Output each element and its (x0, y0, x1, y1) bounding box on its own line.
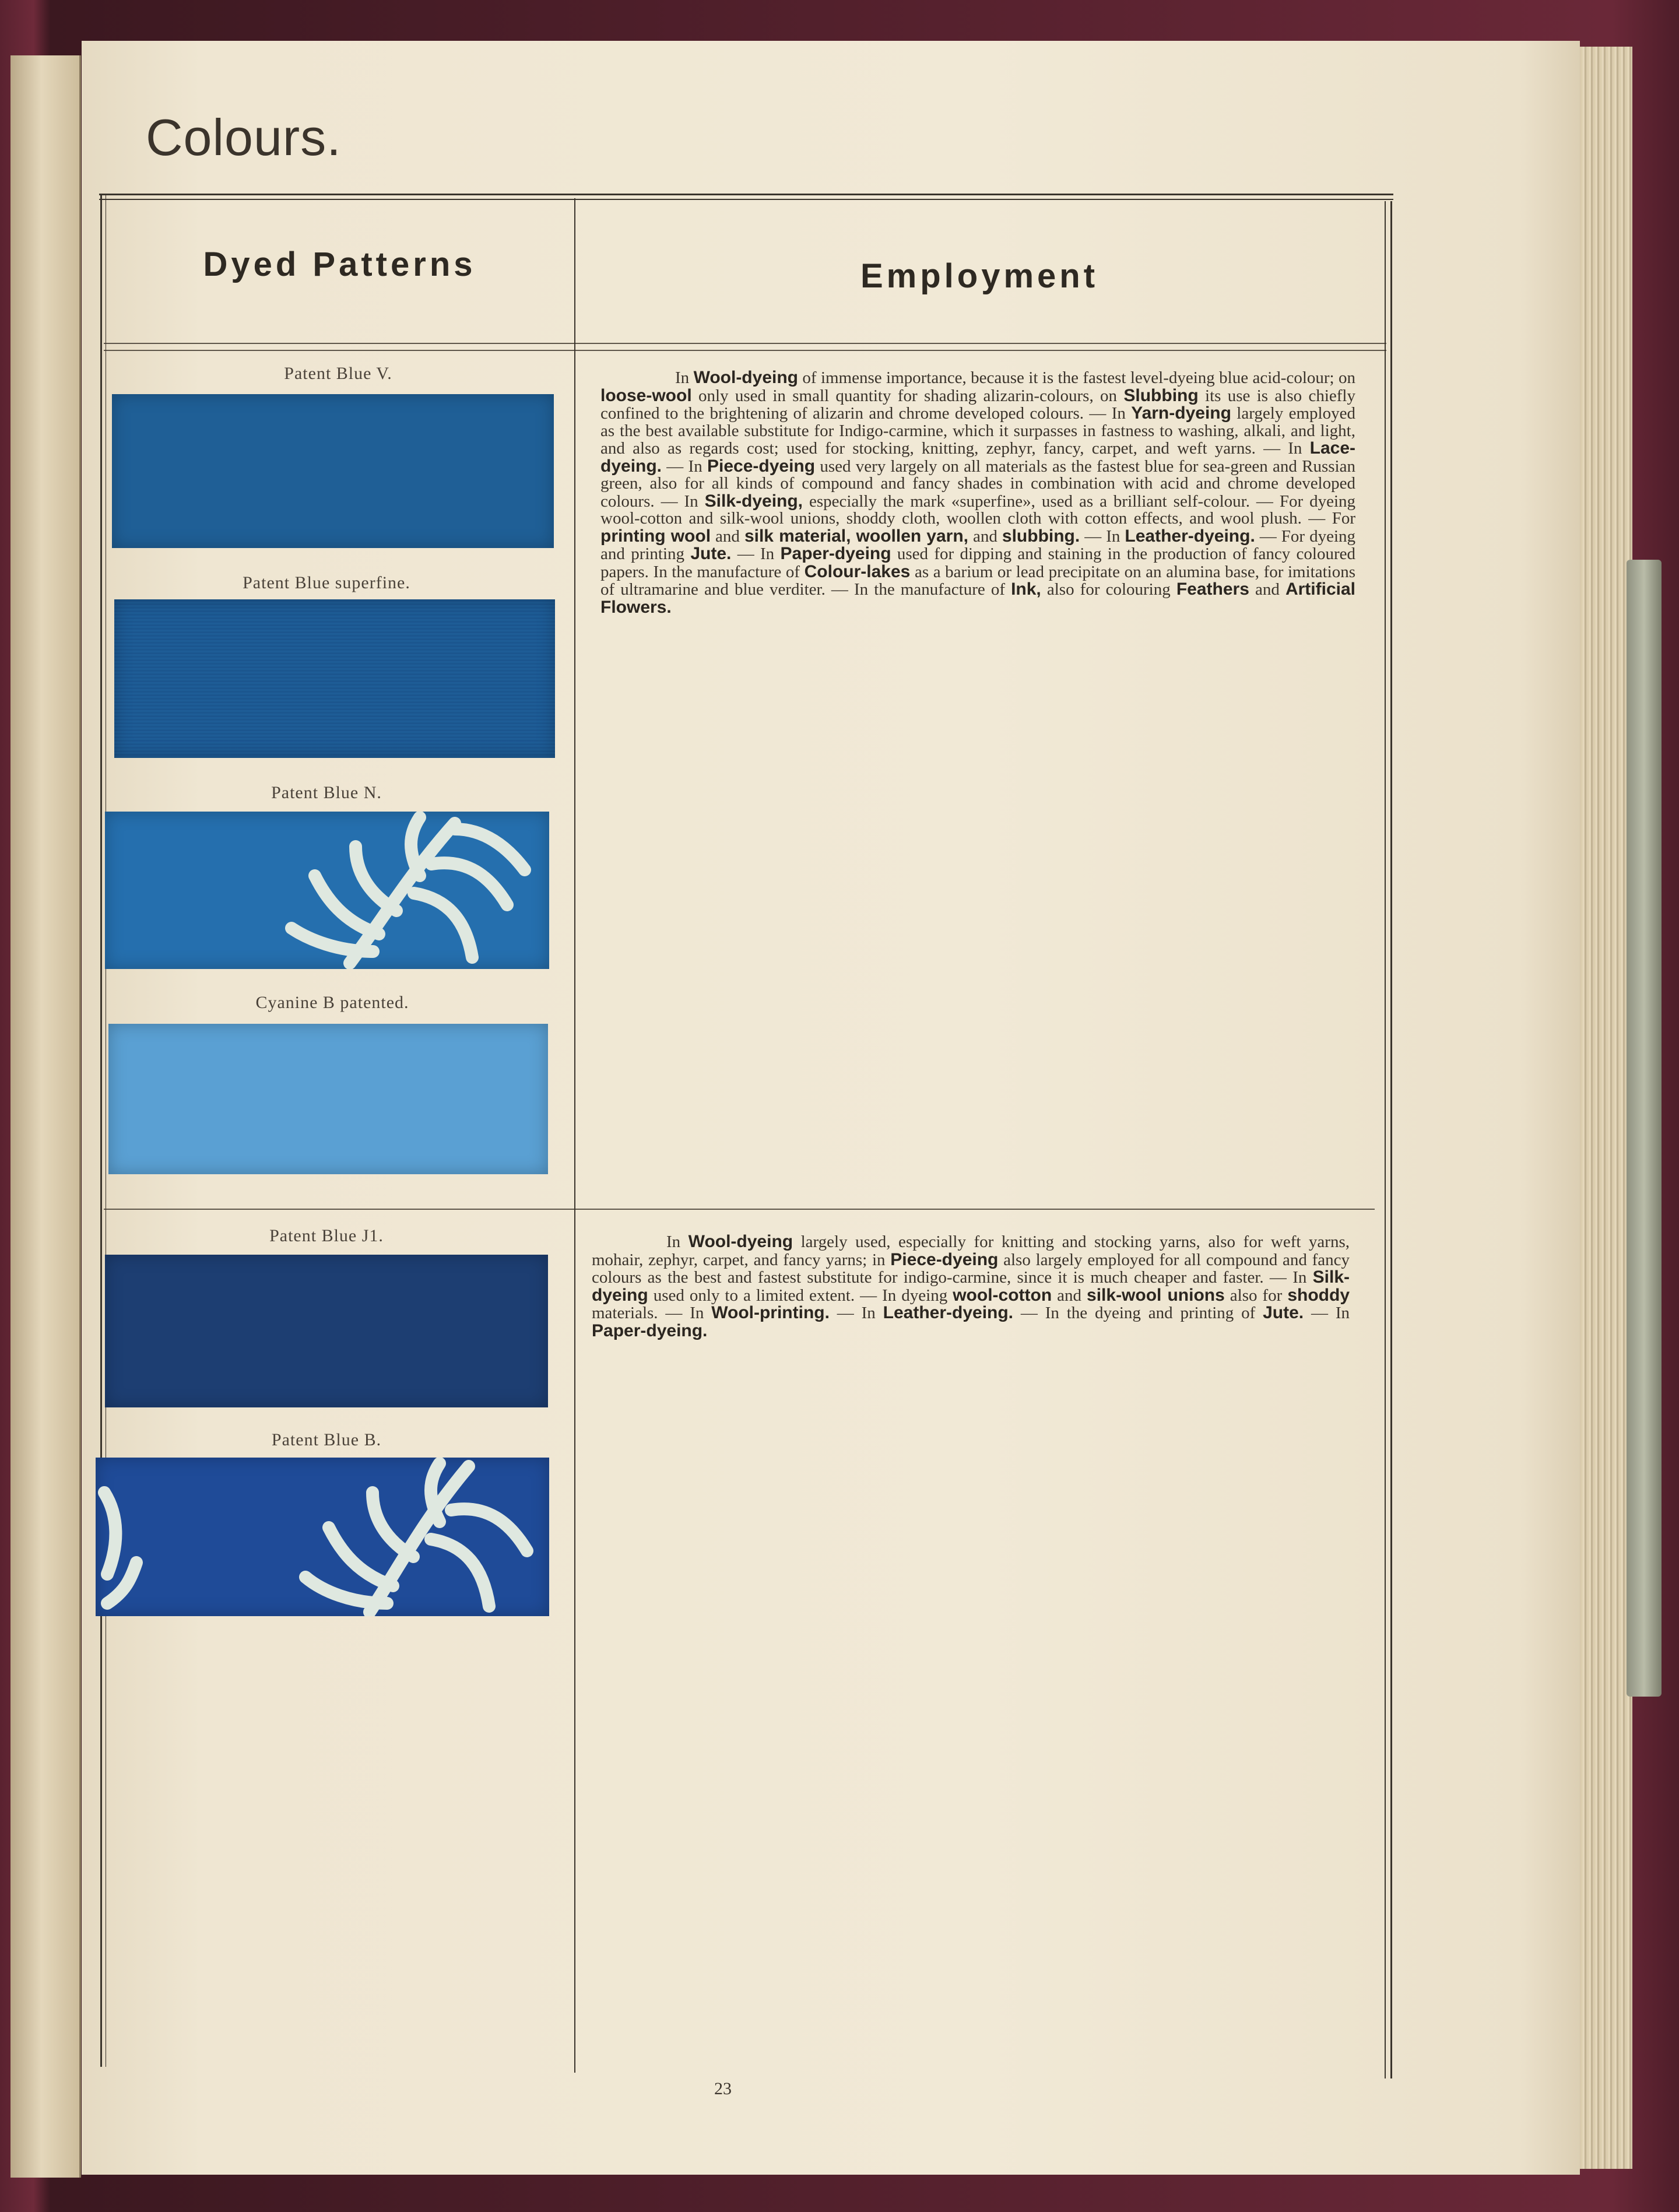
bold-term: shoddy (1287, 1285, 1350, 1305)
fabric-swatch-patent-blue-b (96, 1458, 549, 1616)
text-run: only used in small quantity for shading alizarin-colours, on (691, 386, 1124, 405)
fabric-swatch-patent-blue-n (105, 812, 549, 969)
bold-term: printing wool (600, 526, 711, 546)
text-run: also for colouring (1041, 580, 1176, 599)
text-run: In (666, 1233, 689, 1251)
page-number: 23 (714, 2079, 732, 2098)
left-page-edge (10, 55, 81, 2178)
binding-strip (1627, 560, 1662, 1697)
bold-term: wool-cotton (953, 1285, 1052, 1305)
bold-term: Wool-dyeing (688, 1232, 793, 1251)
text-run: — In (1080, 526, 1125, 546)
bold-term: Wool-printing. (711, 1303, 830, 1322)
bold-term: Yarn-dyeing (1131, 403, 1231, 423)
text-run: especially the mark «superfine», used as a brilliant self-colour. — For dyeing wool-cotton and silk-wool unions, shoddy cloth, woollen cloth with cotton effects, and wool plush. — For (600, 491, 1356, 528)
bold-term: Piece-dyeing (707, 456, 816, 476)
text-run: also largely employed for all compound and fancy colours as the best and fastest substitute for indigo-carmine, since it is much cheaper and faster. — In (592, 1250, 1350, 1287)
bold-term: Wool-dyeing (693, 368, 798, 387)
table-left-border (100, 195, 102, 2067)
text-run: — For dyeing and printing (600, 526, 1356, 563)
swatch-label: Patent Blue superfine. (243, 573, 410, 592)
text-run: also for (1224, 1286, 1288, 1305)
text-run: and (1052, 1286, 1087, 1305)
text-run: materials. — In (592, 1304, 712, 1322)
bold-term: Slubbing (1123, 385, 1199, 405)
header-bottom-rule (104, 343, 1386, 344)
bold-term: silk material, woollen yarn, (744, 526, 969, 546)
text-run: — In the dyeing and printing of (1013, 1304, 1263, 1322)
text-run: — In (1304, 1304, 1350, 1322)
bold-term: Lace-dyeing. (600, 438, 1355, 476)
bold-term: silk-wool unions (1087, 1285, 1225, 1305)
text-run: largely employed as the best available substitute for Indigo-carmine, which it surpasses in fastness to washing, alkali, and light, and also as regards cost; used for stocking, knitting, zephyr, fancy, carpet, and weft yarns. — In (600, 404, 1355, 458)
employment-text-group-2 (592, 1233, 1350, 1340)
table-top-rule (99, 194, 1393, 200)
swatch-label: Patent Blue N. (271, 783, 382, 802)
text-run: and (711, 526, 744, 546)
leaf-motif (96, 1458, 549, 1616)
text-run: used only to a limited extent. — In dyeing (648, 1286, 953, 1305)
text-run: as a barium or lead precipitate on an alumina base, for imitations of ultramarine and blue verditer. — In the manufacture of (600, 562, 1355, 599)
row-divider (104, 1209, 1375, 1210)
bold-term: Piece-dyeing (890, 1249, 999, 1269)
header-bottom-rule-2 (104, 350, 1386, 351)
text-run: and (1249, 580, 1285, 599)
text-run: — In (731, 545, 781, 563)
bold-term: Jute. (690, 544, 732, 563)
table-right-border-outer (1390, 201, 1392, 2078)
bold-term: Artificial Flowers. (600, 580, 1355, 617)
bold-term: Leather-dyeing. (883, 1303, 1014, 1322)
bold-term: Silk-dyeing (592, 1267, 1350, 1305)
text-run: its use is also chiefly confined to the brightening of alizarin and chrome developed colours. — In (600, 386, 1355, 423)
page-title: Colours. (146, 108, 342, 166)
bold-term: Colour-lakes (804, 561, 911, 581)
text-run: and (968, 526, 1002, 546)
text-run: — In (829, 1304, 883, 1322)
swatch-label: Patent Blue B. (271, 1430, 382, 1449)
employment-text-group-1 (600, 369, 1355, 616)
swatch-label: Patent Blue J1. (269, 1226, 384, 1245)
text-run: — In (662, 457, 707, 476)
bold-term: slubbing. (1002, 526, 1080, 546)
text-run: of immense importance, because it is the fastest level-dyeing blue acid-colour; on (798, 368, 1355, 387)
text-run: used very largely on all materials as the fastest blue for sea-green and Russian green, also for all kinds of compound and fancy shades in combination with acid and chrome developed colours. — In (600, 457, 1355, 511)
bold-term: loose-wool (600, 385, 692, 405)
header-employment: Employment (860, 257, 1099, 295)
bold-term: Leather-dyeing. (1125, 526, 1255, 546)
bold-term: Ink, (1011, 580, 1041, 599)
bold-term: Silk-dyeing, (704, 491, 803, 511)
text-run: In (675, 368, 694, 387)
column-divider (574, 198, 575, 2073)
bold-term: Paper-dyeing. (592, 1321, 708, 1340)
leaf-motif (105, 812, 549, 969)
text-run: used for dipping and staining in the production of fancy coloured papers. In the manufacture of (600, 545, 1355, 581)
bold-term: Paper-dyeing (780, 544, 891, 563)
fabric-swatch-cyanine-b (108, 1024, 548, 1174)
swatch-label: Patent Blue V. (284, 364, 392, 383)
table-right-border (1385, 201, 1386, 2078)
fabric-swatch-patent-blue-v (112, 394, 554, 548)
header-dyed-patterns: Dyed Patterns (203, 245, 476, 283)
text-run: largely used, especially for knitting and stocking yarns, also for weft yarns, mohair, zephyr, carpet, and fancy yarns; in (592, 1233, 1350, 1269)
fabric-swatch-patent-blue-j1 (105, 1255, 548, 1407)
bold-term: Feathers (1176, 580, 1249, 599)
bold-term: Jute. (1263, 1303, 1304, 1322)
swatch-label: Cyanine B patented. (255, 993, 409, 1012)
fabric-swatch-patent-blue-superfine (114, 599, 555, 758)
